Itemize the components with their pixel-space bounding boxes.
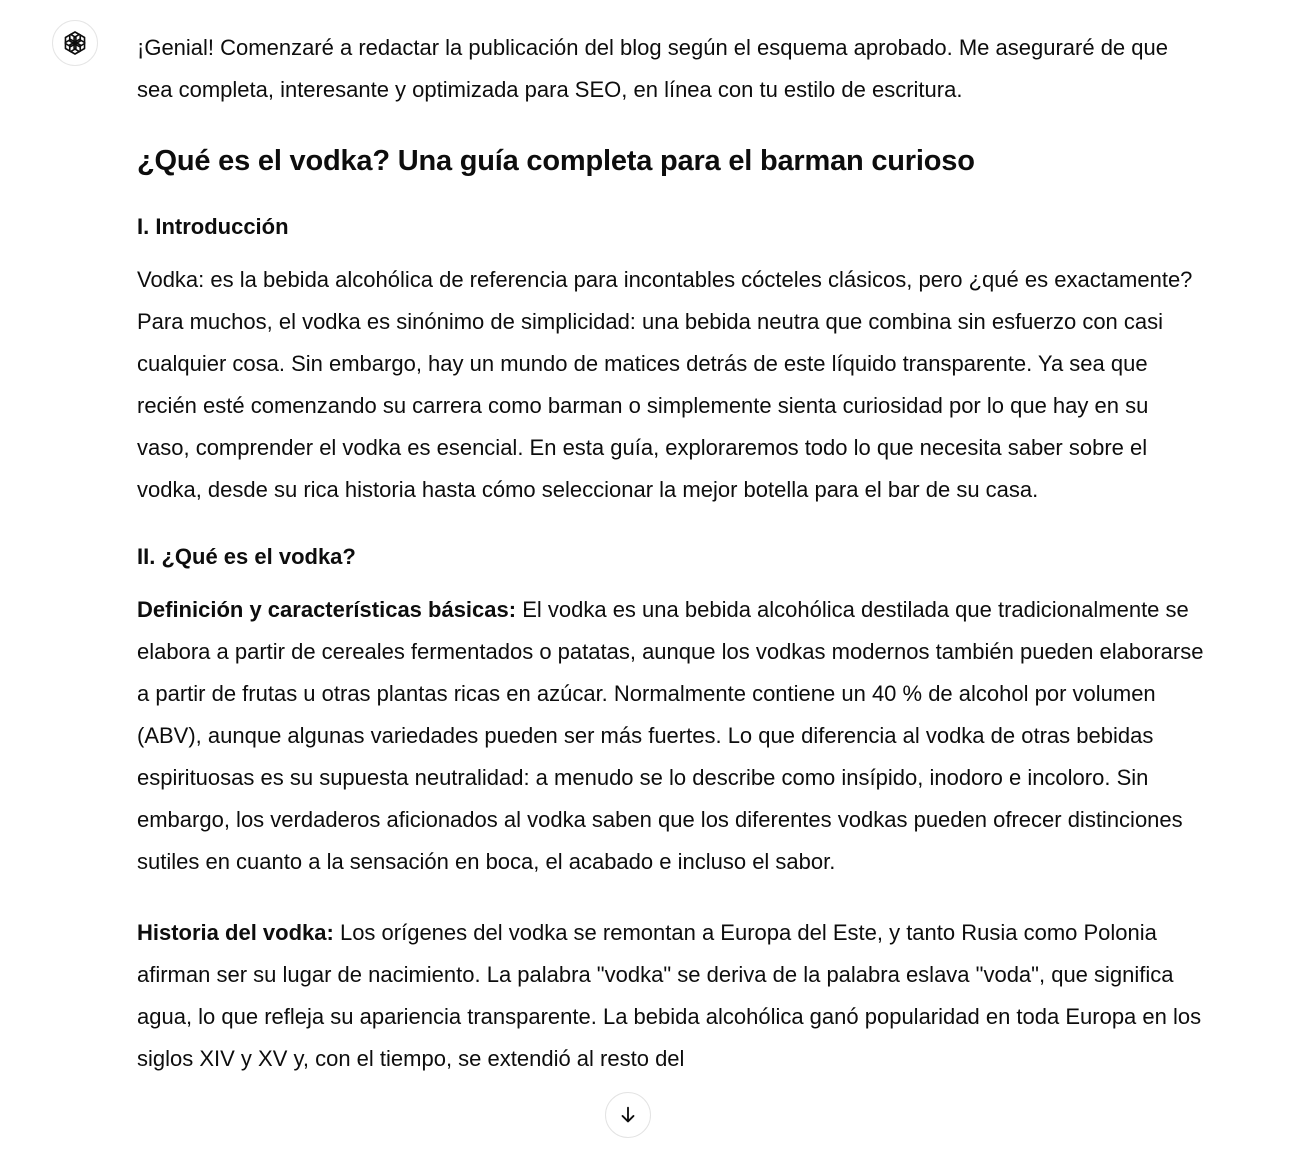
section-heading-intro: I. Introducción bbox=[137, 214, 289, 239]
intro-paragraph: ¡Genial! Comenzaré a redactar la publicación del blog según el esquema aprobado. Me aseguraré de que sea completa, interesante y optimizada para SEO, en línea con tu estilo de escritura. bbox=[137, 35, 1168, 102]
article-title: ¿Qué es el vodka? Una guía completa para el barman curioso bbox=[137, 145, 975, 177]
scroll-to-bottom-button[interactable] bbox=[605, 1092, 651, 1138]
assistant-message bbox=[137, 27, 1207, 1080]
history-lead: Historia del vodka: bbox=[137, 920, 334, 945]
assistant-avatar bbox=[52, 20, 98, 66]
definition-lead: Definición y características básicas: bbox=[137, 597, 517, 622]
intro-body-paragraph: Vodka: es la bebida alcohólica de referencia para incontables cócteles clásicos, pero ¿qué es exactamente? Para muchos, el vodka es sinónimo de simplicidad: una bebida neutra que combina sin esfuerzo con casi cualquier cosa. Sin embargo, hay un mundo de matices detrás de este líquido transparente. Ya sea que recién esté comenzando su carrera como barman o simplemente sienta curiosidad por lo que hay en su vaso, comprender el vodka es esencial. En esta guía, exploraremos todo lo que necesita saber sobre el vodka, desde su rica historia hasta cómo seleccionar la mejor botella para el bar de su casa. bbox=[137, 267, 1193, 502]
section-heading-what-is-vodka: II. ¿Qué es el vodka? bbox=[137, 544, 356, 569]
definition-paragraph bbox=[137, 589, 1207, 883]
arrow-down-icon bbox=[617, 1104, 639, 1126]
openai-logo-icon bbox=[60, 28, 90, 58]
history-paragraph bbox=[137, 912, 1207, 1080]
definition-body: El vodka es una bebida alcohólica destilada que tradicionalmente se elabora a partir de cereales fermentados o patatas, aunque los vodkas modernos también pueden elaborarse a partir de frutas u otras plantas ricas en azúcar. Normalmente contiene un 40 % de alcohol por volumen (ABV), aunque algunas variedades pueden ser más fuertes. Lo que diferencia al vodka de otras bebidas espirituosas es su supuesta neutralidad: a menudo se lo describe como insípido, inodoro e incoloro. Sin embargo, los verdaderos aficionados al vodka saben que los diferentes vodkas pueden ofrecer distinciones sutiles en cuanto a la sensación en boca, el acabado e incluso el sabor. bbox=[137, 597, 1204, 874]
history-body: Los orígenes del vodka se remontan a Europa del Este, y tanto Rusia como Polonia afirman ser su lugar de nacimiento. La palabra "vodka" se deriva de la palabra eslava "voda", que significa agua, lo que refleja su apariencia transparente. La bebida alcohólica ganó popularidad en toda Europa en los siglos XIV y XV y, con el tiempo, se extendió al resto del bbox=[137, 920, 1202, 1071]
